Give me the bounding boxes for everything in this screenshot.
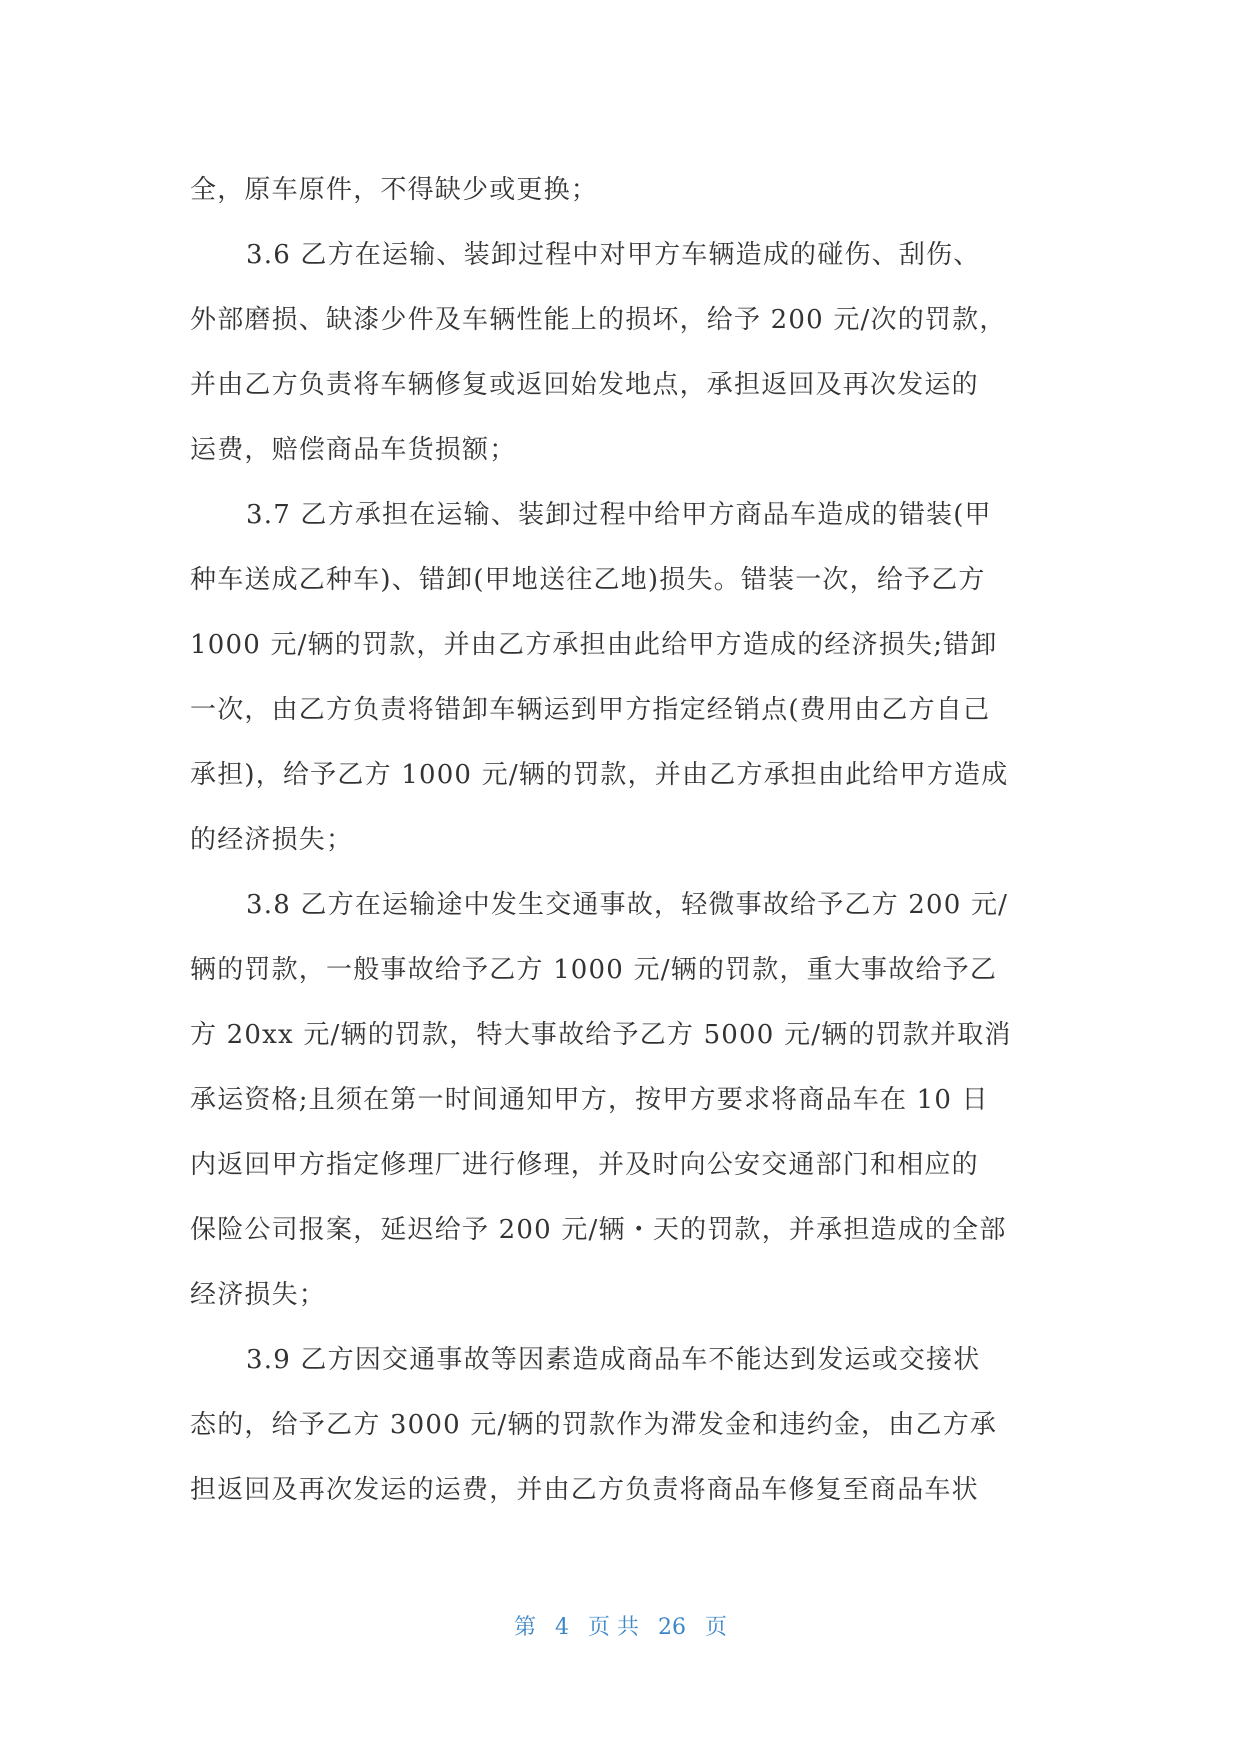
footer-middle: 页 共 bbox=[588, 1615, 639, 1640]
page-footer bbox=[0, 1610, 1241, 1646]
text-line: 1000 元/辆的罚款，并由乙方承担由此给甲方造成的经济损失;错卸 bbox=[190, 630, 998, 660]
text-line: 运费，赔偿商品车货损额； bbox=[190, 435, 517, 465]
text-line: 承运资格;且须在第一时间通知甲方，按甲方要求将商品车在 10 日 bbox=[190, 1085, 989, 1115]
text-line: 外部磨损、缺漆少件及车辆性能上的损坏，给予 200 元/次的罚款， bbox=[190, 305, 1007, 335]
text-line: 一次，由乙方负责将错卸车辆运到甲方指定经销点(费用由乙方自己 bbox=[190, 695, 991, 725]
text-line: 3.6 乙方在运输、装卸过程中对甲方车辆造成的碰伤、刮伤、 bbox=[246, 240, 981, 270]
text-line: 并由乙方负责将车辆修复或返回始发地点，承担返回及再次发运的 bbox=[190, 370, 979, 400]
document-body bbox=[190, 158, 1070, 1523]
text-line: 内返回甲方指定修理厂进行修理，并及时向公安交通部门和相应的 bbox=[190, 1150, 979, 1180]
text-line: 辆的罚款，一般事故给予乙方 1000 元/辆的罚款，重大事故给予乙 bbox=[190, 955, 998, 985]
footer-suffix: 页 bbox=[705, 1615, 728, 1640]
footer-prefix: 第 bbox=[513, 1615, 536, 1640]
text-line: 担返回及再次发运的运费，并由乙方负责将商品车修复至商品车状 bbox=[190, 1475, 979, 1505]
footer-current-page: 4 bbox=[555, 1615, 569, 1640]
text-line: 方 20xx 元/辆的罚款，特大事故给予乙方 5000 元/辆的罚款并取消 bbox=[190, 1020, 1012, 1050]
text-line: 态的，给予乙方 3000 元/辆的罚款作为滞发金和违约金，由乙方承 bbox=[190, 1410, 998, 1440]
text-line: 全，原车原件，不得缺少或更换； bbox=[190, 175, 599, 205]
footer-total-pages: 26 bbox=[658, 1615, 686, 1640]
text-line: 种车送成乙种车)、错卸(甲地送往乙地)损失。错装一次，给予乙方 bbox=[190, 565, 986, 595]
text-line: 3.7 乙方承担在运输、装卸过程中给甲方商品车造成的错装(甲 bbox=[246, 500, 992, 530]
text-line: 3.8 乙方在运输途中发生交通事故，轻微事故给予乙方 200 元/ bbox=[246, 890, 1009, 920]
text-line: 承担)，给予乙方 1000 元/辆的罚款，并由乙方承担由此给甲方造成 bbox=[190, 760, 1009, 790]
text-line: 保险公司报案，延迟给予 200 元/辆・天的罚款，并承担造成的全部 bbox=[190, 1215, 1007, 1245]
text-line: 3.9 乙方因交通事故等因素造成商品车不能达到发运或交接状 bbox=[246, 1345, 981, 1375]
text-line: 的经济损失； bbox=[190, 825, 354, 855]
text-line: 经济损失； bbox=[190, 1280, 327, 1310]
